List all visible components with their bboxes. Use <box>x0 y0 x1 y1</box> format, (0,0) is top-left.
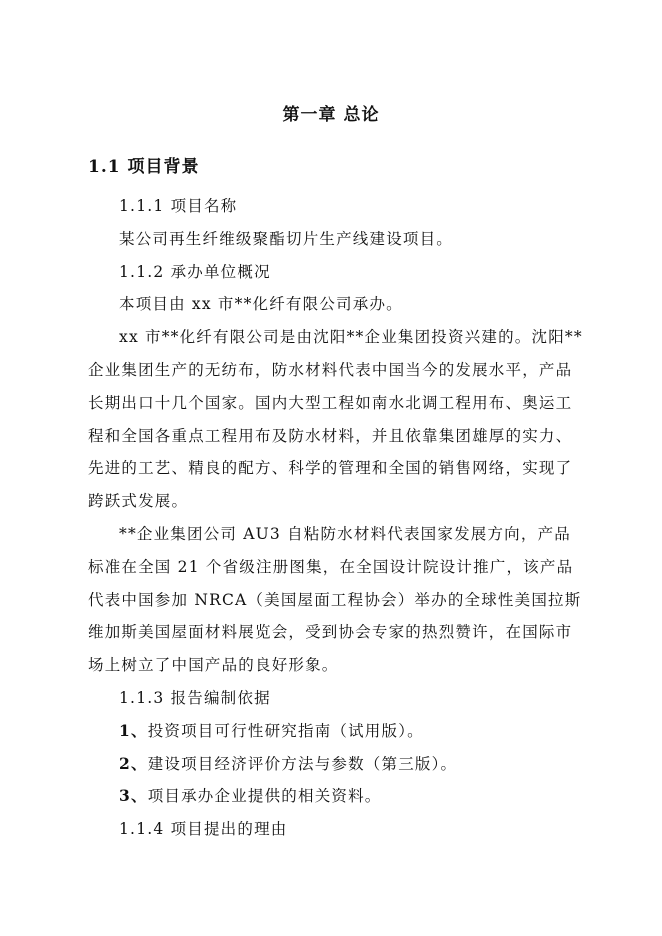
paragraph: **企业集团公司 AU3 自粘防水材料代表国家发展方向，产品标准在全国 21 个省级注册图集，在全国设计院设计推广，该产品代表中国参加 NRCA（美国屋面工程协会）举办的全球性美国拉斯维加斯美国屋面材料展览会，受到协会专家的热烈赞许，在国际市场上树立了中国产品的良好形象。 <box>88 524 582 675</box>
subsection-heading: 1.1.3 报告编制依据 <box>119 688 271 707</box>
list-item-number: 1、 <box>119 720 148 740</box>
section-title: 1.1 项目背景 <box>88 157 200 177</box>
chapter-title: 第一章 总论 <box>282 105 380 125</box>
list-item-text: 建设项目经济评价方法与参数（第三版）。 <box>147 754 458 773</box>
subsection-heading: 1.1.2 承办单位概况 <box>119 262 271 281</box>
paragraph: 某公司再生纤维级聚酯切片生产线建设项目。 <box>119 229 454 248</box>
body-text <box>88 190 586 846</box>
list-item <box>88 748 586 781</box>
list-item <box>88 715 586 748</box>
list-item-text: 投资项目可行性研究指南（试用版）。 <box>147 721 424 740</box>
paragraph: 本项目由 xx 市**化纤有限公司承办。 <box>119 295 403 314</box>
list-item-text: 项目承办企业提供的相关资料。 <box>147 787 382 806</box>
subsection-heading: 1.1.4 项目提出的理由 <box>119 820 288 839</box>
paragraph: xx 市**化纤有限公司是由沈阳**企业集团投资兴建的。沈阳**企业集团生产的无纺布，防水材料代表中国当今的发展水平，产品长期出口十几个国家。国内大型工程如南水北调工程用布、奥运工程和全国各重点工程用布及防水材料，并且依靠集团雄厚的实力、先进的工艺、精良的配方、科学的管理和全国的销售网络，实现了跨跃式发展。 <box>88 328 583 511</box>
list-item <box>88 780 586 813</box>
list-item-number: 3、 <box>119 786 148 806</box>
subsection-heading: 1.1.1 项目名称 <box>119 197 238 215</box>
list-item-number: 2、 <box>119 753 148 773</box>
